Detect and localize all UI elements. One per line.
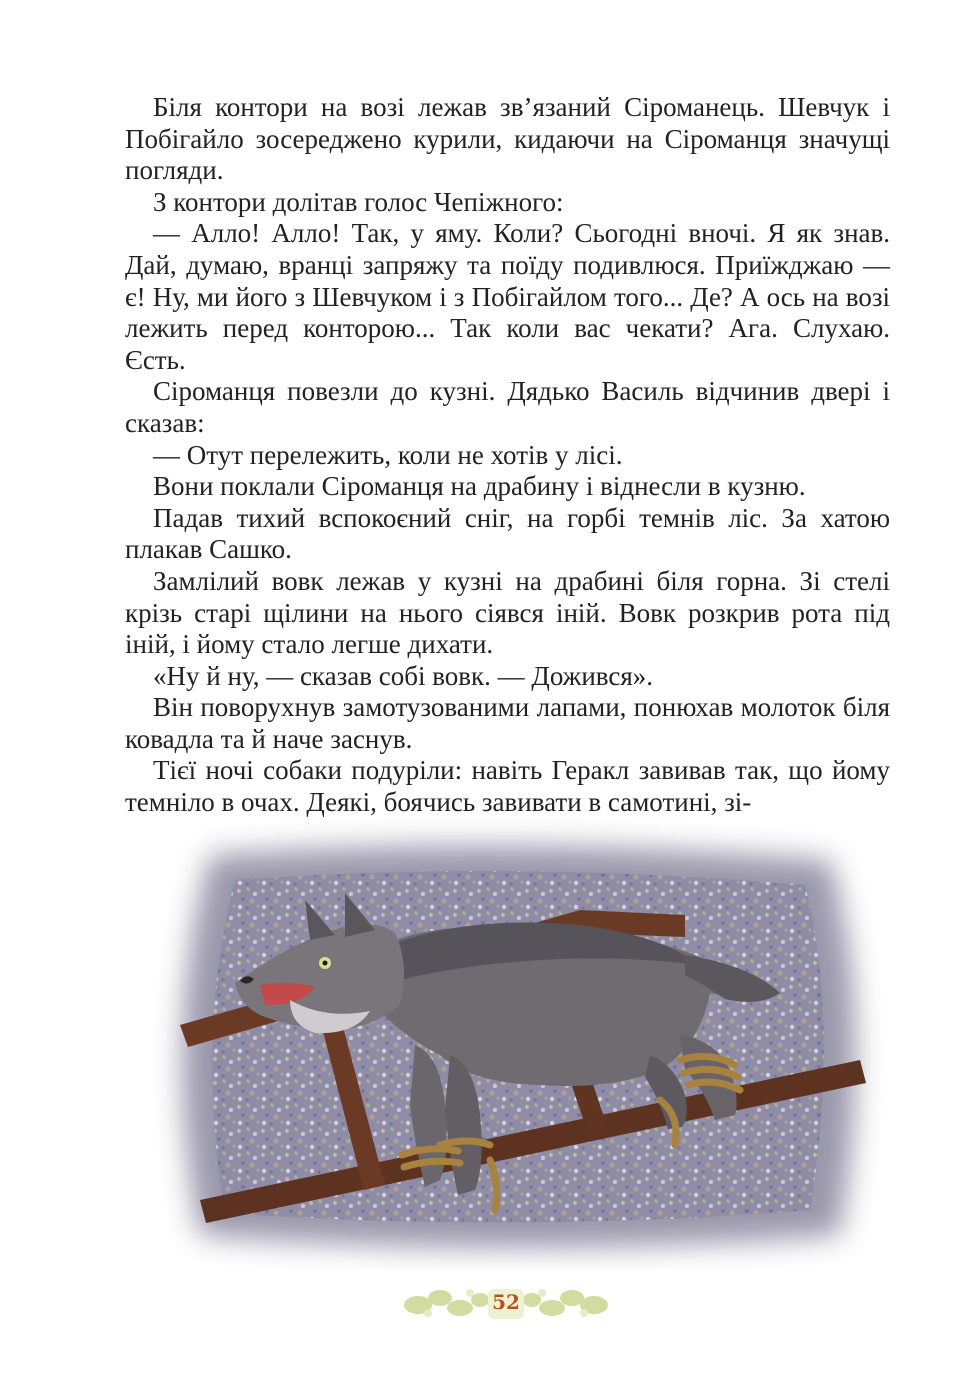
paragraph: Тієї ночі собаки подуріли: навіть Геракл завивав так, що йому темніло в очах. Деякі, боячись завивати в самотині, зі- xyxy=(125,755,890,818)
paragraph: Падав тихий вспокоєний сніг, на горбі темнів ліс. За хатою плакав Сашко. xyxy=(125,502,890,565)
bound-wolf-on-ladder-icon xyxy=(140,815,885,1270)
paragraph: Він поворухнув замотузованими лапами, понюхав молоток біля ковадла та й наче заснув. xyxy=(125,692,890,754)
paragraph: — Отут перележить, коли не хотів у лісі. xyxy=(153,439,623,470)
paragraph: Вони поклали Сіроманця на драбину і віднесли в кузню. xyxy=(153,471,806,502)
paragraph: «Ну й ну, — сказав собі вовк. — Дожився». xyxy=(153,660,654,691)
page-number: 52 xyxy=(492,1290,520,1314)
paragraph: Замлілий вовк лежав у кузні на драбині біля горна. Зі стелі крізь старі щілини на нього сіявся іній. Вовк розкрив рота під іній, і йому стало легше дихати. xyxy=(125,565,890,660)
paragraph: Біля контори на возі лежав зв’язаний Сіроманець. Шевчук і Побігайло зосереджено курили, кидаючи на Сіроманця значущі погляди. xyxy=(125,92,890,186)
page-footer xyxy=(400,1283,612,1325)
paragraph: З контори долітав голос Чепіжного: xyxy=(153,186,564,217)
wolf-illustration xyxy=(140,815,885,1270)
paragraph: — Алло! Алло! Так, у яму. Коли? Сьогодні вночі. Я як знав. Дай, думаю, вранці запряжу та поїду подивлюся. Приїжджаю — є! Ну, ми його з Шевчуком і з Побігайлом того... Де? А ось на возі лежить перед конторою... Так коли вас чекати? Ага. Слухаю. Єсть. xyxy=(125,218,890,375)
story-text xyxy=(125,92,890,819)
paragraph: Сіроманця повезли до кузні. Дядько Василь відчинив двері і сказав: xyxy=(125,376,890,438)
